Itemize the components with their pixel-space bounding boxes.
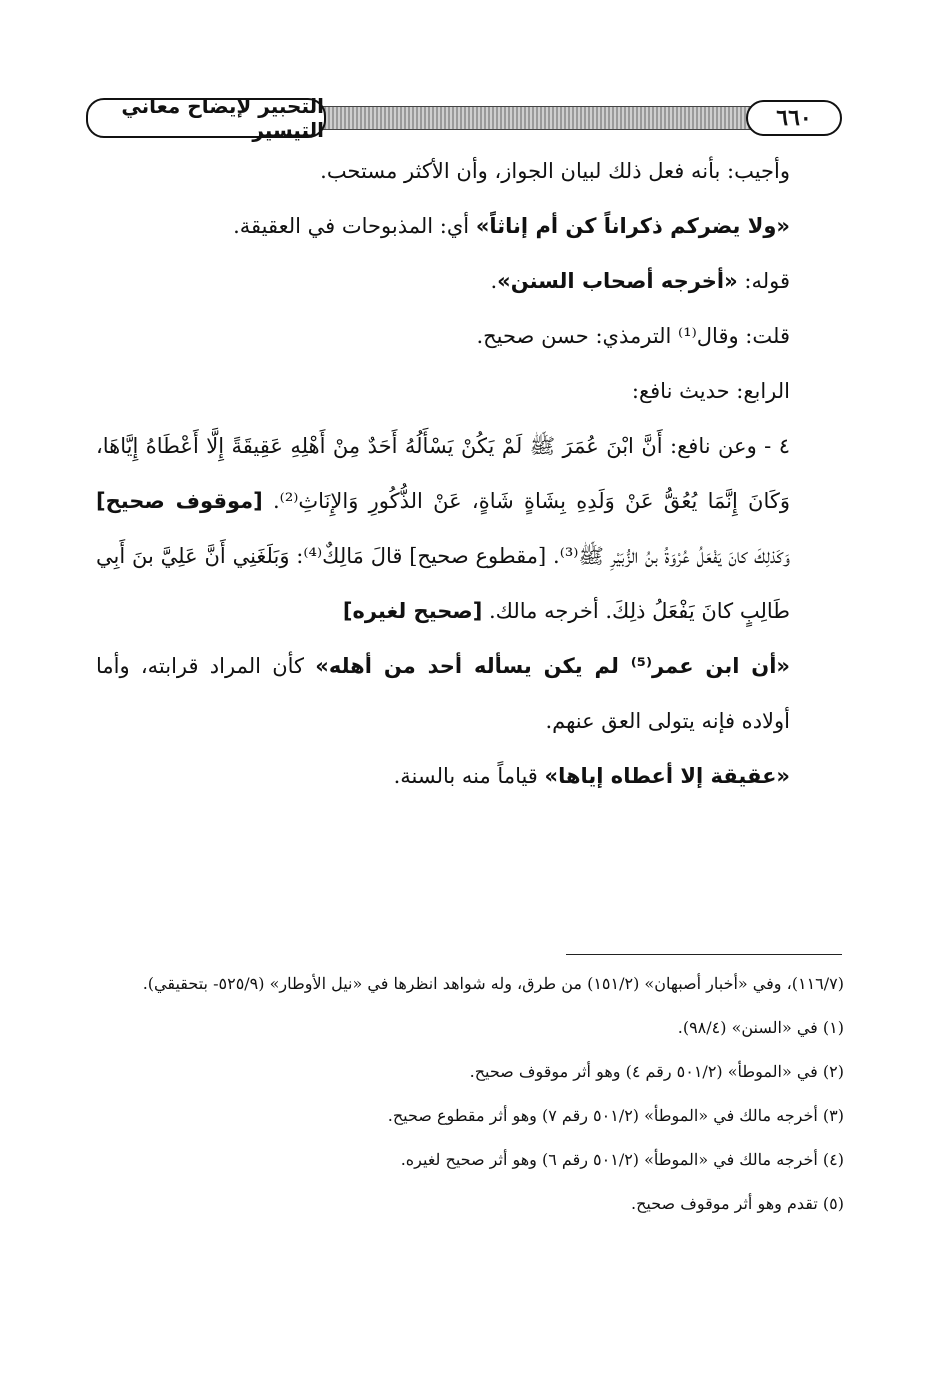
footnote: (٣) أخرجه مالك في «الموطأ» (٥٠١/٢ رقم ٧) وهو أثر مقطوع صحيح. <box>387 1106 844 1125</box>
bold-quote: «ولا يضركم ذكراناً كن أم إناثاً» <box>475 214 790 238</box>
text-line <box>96 749 790 804</box>
text-line <box>96 254 790 309</box>
commentary-paragraph <box>96 639 790 749</box>
footnote: (٢) في «الموطأ» (٥٠١/٢ رقم ٤) وهو أثر موقوف صحيح. <box>469 1062 844 1081</box>
hadith-paragraph <box>96 419 790 639</box>
section-heading: الرابع: حديث نافع: <box>631 379 790 403</box>
footnote: (٤) أخرجه مالك في «الموطأ» (٥٠١/٢ رقم ٦) وهو أثر صحيح لغيره. <box>400 1150 844 1169</box>
text-line <box>96 144 790 199</box>
text-span: قلت: وقال⁽¹⁾ الترمذي: حسن صحيح. <box>476 324 790 348</box>
text-span: وَكَذلِكَ كانَ يَفْعَلُ عُرْوَةُ بنُ الزُّبَيْرِ ﷺ⁽³⁾. [مقطوع صحيح] قالَ مَالِكٌ⁽⁴⁾: وَبَلَغَنِي أَنَّ عَلِيَّ بنَ أَبِي طَالِبٍ كانَ يَفْعَلُ ذلِكَ. أخرجه مالك. <box>96 544 790 623</box>
text-span: أي: المذبوحات في العقيقة. <box>233 214 476 238</box>
footnote: (١) في «السنن» (٩٨/٤). <box>677 1018 844 1037</box>
grading-label: [موقوف صحيح] <box>96 489 263 513</box>
text-line <box>96 364 790 419</box>
text-span: قياماً منه بالسنة. <box>393 764 545 788</box>
text-span: كأن المراد قرابته، وأما أولاده فإنه يتولى العق عنهم. <box>96 654 790 733</box>
text-line <box>96 199 790 254</box>
text-span: وأجيب: بأنه فعل ذلك لبيان الجواز، وأن الأكثر مستحب. <box>320 159 790 183</box>
footnote-separator <box>566 954 842 955</box>
footnote: (٥) تقدم وهو أثر موقوف صحيح. <box>630 1194 844 1213</box>
bold-quote: «عقيقة إلا أعطاه إياها» <box>544 764 790 788</box>
text-span: قوله: <box>737 269 790 293</box>
page-header <box>86 96 842 142</box>
grading-label: [صحيح لغيره] <box>342 599 483 623</box>
text-line <box>96 309 790 364</box>
text-span: . <box>490 269 498 293</box>
page-number: ٦٦٠ <box>746 100 842 136</box>
book-title: التحبير لإيضاح معاني التيسير <box>86 98 326 138</box>
footnotes <box>96 962 844 1226</box>
bold-quote: «أخرجه أصحاب السنن» <box>497 269 738 293</box>
header-decorative-band <box>316 106 756 130</box>
text-span: ٤ - وعن نافع: أَنَّ ابْنَ عُمَرَ ﷺ لَمْ يَكُنْ يَسْأَلُهُ أَحَدٌ مِنْ أَهْلِهِ عَقِيقَةً إِلَّا أَعْطَاهُ إِيَّاهَا، وَكَانَ إِنَّمَا يُعُقُّ عَنْ وَلَدِهِ بِشَاةٍ شَاةٍ، عَنْ الذُّكُورِ وَالإِنَاثِ⁽²⁾. <box>96 434 791 513</box>
main-text <box>96 144 790 804</box>
footnote: (١١٦/٧)، وفي «أخبار أصبهان» (١٥١/٢) من طرق، وله شواهد انظرها في «نيل الأوطار» (٥٢٥/٩- بتحقيقي). <box>142 974 844 993</box>
bold-quote: «أن ابن عمر⁽⁵⁾ لم يكن يسأله أحد من أهله» <box>315 654 790 678</box>
